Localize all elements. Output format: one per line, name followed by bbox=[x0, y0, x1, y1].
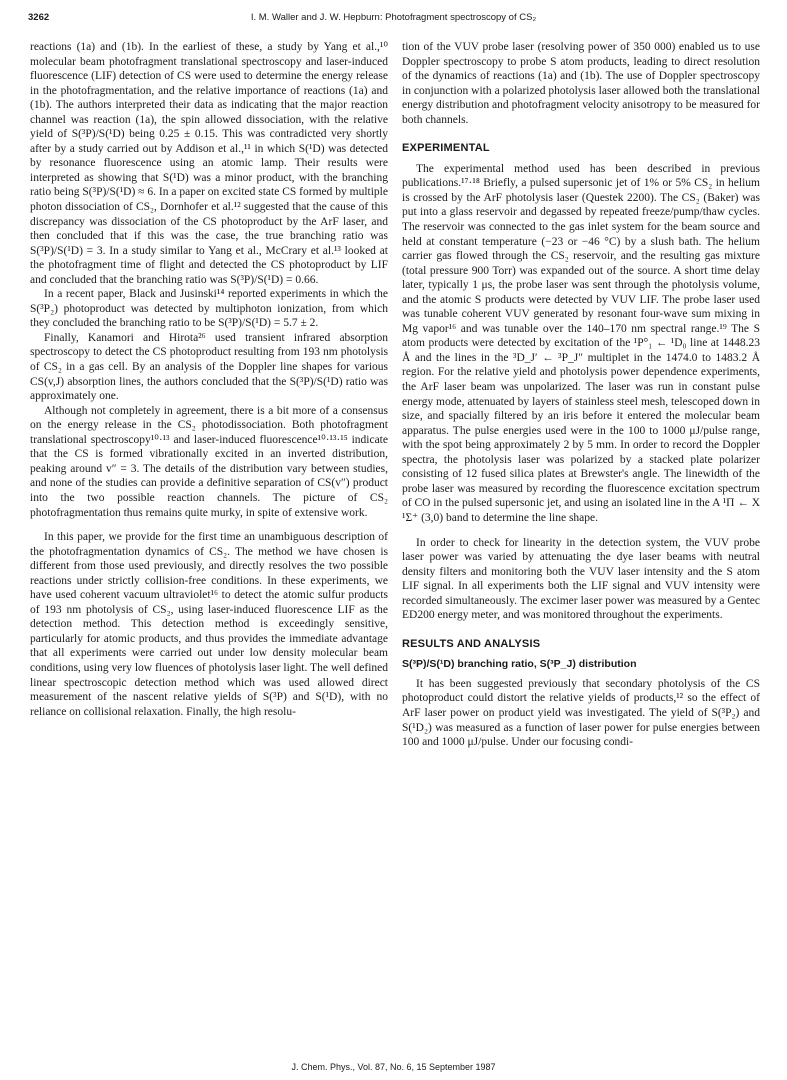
running-title: I. M. Waller and J. W. Hepburn: Photofragment spectroscopy of CS₂ bbox=[250, 12, 537, 23]
paragraph: It has been suggested previously that secondary photolysis of the CS photoproduct could distort the relative yields of products,¹² so the effect of ArF laser power on product yield was investigated. The yield of S(³P₂) and S(¹D₂) was measured as a function of laser power for pulse energies between 100 and 1000 μJ/pulse. Under our focusing condi- bbox=[402, 677, 760, 749]
page-number: 3262 bbox=[28, 12, 50, 23]
page-footer-citation: J. Chem. Phys., Vol. 87, No. 6, 15 September 1987 bbox=[291, 1062, 496, 1072]
page-header bbox=[28, 12, 759, 28]
left-column bbox=[30, 40, 388, 719]
paragraph: The experimental method used has been described in previous publications.¹⁷·¹⁸ Briefly, a pulsed supersonic jet of 1% or 5% CS₂ in helium is crossed by the ArF photolysis laser (Questek 2200). The CS₂ (Baker) was put into a glass reservoir and degassed by repeated freeze/pump/thaw cycles. The reservoir was connected to the gas inlet system for the beam source and held at constant temperature (−23 or −46 °C) by a slush bath. The helium carrier gas flowed through the CS₂ reservoir, and the resulting gas mixture (total pressure 900 Torr) was expanded out of the source. A short time delay later, typically 1 μs, the probe laser was sent through the photolysis volume, and the atomic S products were detected by VUV LIF. The probe laser used was tunable coherent VUV generated by resonant four-wave sum mixing in Mg vapor¹⁶ and was tunable over the 140–170 nm spectral range.¹⁹ The S atom products were detected by excitation of the ¹P°₁ ← ¹D₀ line at 1448.23 Å and the lines in the ³D_J′ ← ³P_J″ multiplet in the 1474.0 to 1483.2 Å region. For the relative yield and photolysis power dependence experiments, the ArF laser beam was unpolarized. The laser was run in constant pulse energy mode, attenuated by layers of stainless steel mesh, telescoped down in size, and spacially filtered by an iris before it entered the molecular beam apparatus. The pulse energies used were in the 100 to 1000 μJ/pulse range, with the spot being approximately 2 by 5 mm. In order to record the Doppler spectra, the photolysis laser was polarized by a stacked plate polarizer consisting of 12 fused silica plates at Brewster's angle. The linewidth of the probe laser was measured by recording the fluorescence excitation spectrum of CO in the pulsed supersonic jet, and using an isolated line in the A ¹Π ← X ¹Σ⁺ (3,0) band to determine the line shape. bbox=[402, 162, 760, 524]
section-heading-results: RESULTS AND ANALYSIS bbox=[402, 637, 541, 650]
paragraph: Finally, Kanamori and Hirota²⁶ used transient infrared absorption spectroscopy to detect the CS photoproduct resulting from 193 nm photolysis of CS₂ in a gas cell. By an analysis of the Doppler line shapes for various CS(v,J) absorption lines, the authors concluded that the S(³P)/S(¹D) ratio was approximately one. bbox=[30, 331, 388, 403]
section-heading-experimental: EXPERIMENTAL bbox=[402, 142, 490, 155]
right-column bbox=[402, 40, 760, 750]
paragraph: tion of the VUV probe laser (resolving power of 350 000) enabled us to use Doppler spectroscopy to probe S atom products, leading to direct resolution of the dynamics of reactions (1a) and (1b). The use of Doppler spectroscopy in conjunction with a polarized photolysis laser allowed both the translational energy distribution and photofragment velocity anisotropy to be measured for both channels. bbox=[402, 41, 760, 126]
paragraph: In order to check for linearity in the detection system, the VUV probe laser power was varied by attenuating the dye laser beams with neutral density filters and monitoring both the VUV laser intensity and the S atom LIF signal. In all experiments both the LIF signal and VUV intensity were recorded simultaneously. The excimer laser power was measured by a Gentec ED200 energy meter, and was monitored throughout the experiments. bbox=[402, 536, 760, 622]
paragraph: Although not completely in agreement, there is a bit more of a consensus on the energy release in the CS₂ photodissociation. Both photofragment translational spectroscopy¹⁰·¹³ and laser-induced fluorescence¹⁰·¹³·¹⁵ indicate that the CS is formed vibrationally excited in an inverted distribution, peaking around v″ = 3. The details of the distribution vary between studies, and none of the studies can provide a definitive separation of CS(v″) product into the two possible reaction channels. The picture of CS₂ photofragmentation thus remains quite murky, in spite of extensive work. bbox=[30, 404, 388, 519]
paragraph: In this paper, we provide for the first time an unambiguous description of the photofragmentation dynamics of CS₂. The method we have chosen is different from those used previously, and directly resolves the two possible reactions under strictly collision-free conditions. In these experiments, we have used coherent vacuum ultraviolet¹⁶ to detect the atomic sulfur products of 193 nm photolysis of CS₂, using laser-induced fluorescence LIF as the detection method. This detection method is exceedingly sensitive, particularly for atomic products, and thus provides the immediate advantage that all experiments were carried out under low density molecular beam conditions, using very low fluences of photolysis laser light. The well defined linear spectroscopic detection method which was used allowed direct measurement of the nascent relative yields of S(³P) and S(¹D), with no reliance on collisional relaxation. Finally, the high resolu- bbox=[30, 531, 388, 718]
paragraph: In a recent paper, Black and Jusinski¹⁴ reported experiments in which the S(³P₂) photoproduct was detected by multiphoton ionization, from which they concluded the branching ratio to be S(³P)/S(¹D) = 5.7 ± 2. bbox=[30, 288, 388, 330]
subsection-heading: S(³P)/S(¹D) branching ratio, S(³P_J) distribution bbox=[402, 658, 637, 671]
paragraph: reactions (1a) and (1b). In the earliest of these, a study by Yang et al.,¹⁰ molecular beam photofragment translational spectroscopy and laser-induced fluorescence (LIF) detection of CS were used to determine the energy release in the photofragmentation, and the relative importance of reactions (1a) and (1b). The authors interpreted their data as indicating that the major reaction channel was reaction (1a), the spin allowed dissociation, with the relative yield of S(³P)/S(¹D) being 0.25 ± 0.15. This was contradicted very shortly after by a study carried out by Addison et al.,¹¹ in which S(¹D) was detected by resonance fluorescence using an atomic lamp. Their results were interpreted as showing that S(¹D) was a minor product, with the branching ratio being S(³P)/S(¹D) ≈ 6. In a paper on excited state CS formed by multiple photon dissociation of CS₂, Dornhofer et al.¹² suggested that the cause of this discrepancy was dissociation of the CS photoproduct by the ArF laser, and then concluded that if this was the case, the true branching ratio was S(³P)/S(¹D) = 3. In a study similar to Yang et al., McCrary et al.¹³ looked at the photofragment time of flight and detected the CS photoproduct by LIF and concluded that the branching ratio was S(³P)/S(¹D) = 0.66. bbox=[30, 41, 388, 286]
